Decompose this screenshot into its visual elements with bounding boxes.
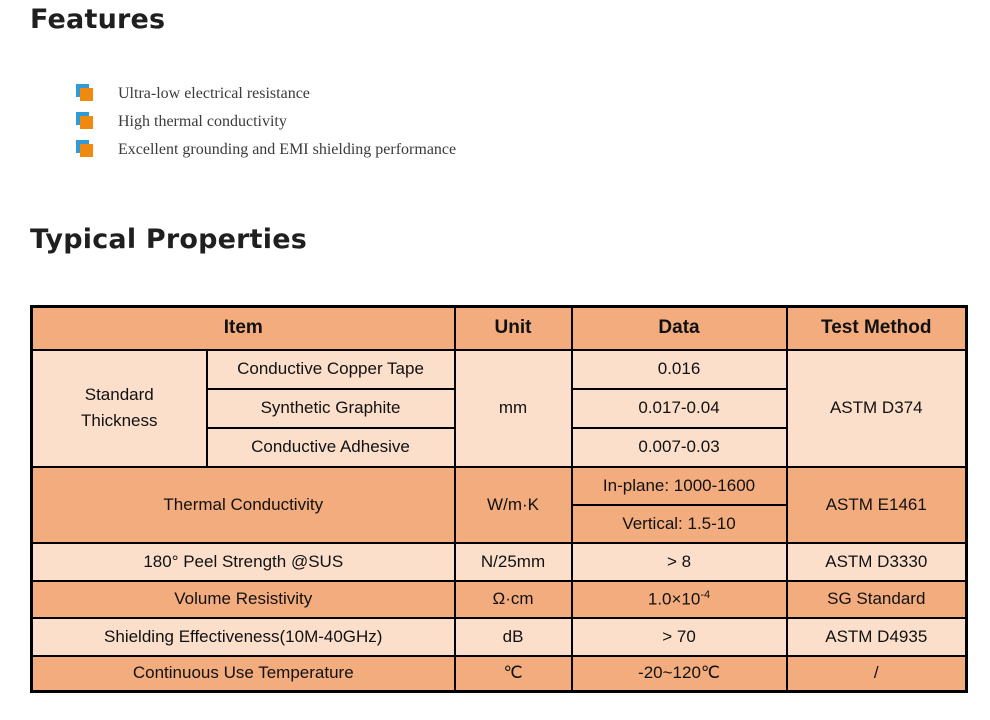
feature-list-item [80, 80, 456, 108]
cell-data: 0.016 [572, 350, 787, 389]
cell-test-method: SG Standard [787, 581, 967, 618]
cell-data: 0.017-0.04 [572, 389, 787, 428]
cell-unit: dB [455, 618, 572, 656]
cell-unit: Ω·cm [455, 581, 572, 618]
cell-data: -20~120℃ [572, 656, 787, 692]
column-header-item: Item [32, 307, 455, 350]
cell-data: > 70 [572, 618, 787, 656]
cell-data: Vertical: 1.5-10 [572, 505, 787, 543]
feature-list-item [80, 136, 456, 164]
column-header-test-method: Test Method [787, 307, 967, 350]
cell-item: 180° Peel Strength @SUS [32, 543, 455, 581]
cell-unit: ℃ [455, 656, 572, 692]
table-row [32, 467, 967, 505]
cell-data [572, 581, 787, 618]
cell-unit: W/m·K [455, 467, 572, 543]
standard-thickness-label: Standard Thickness [80, 384, 158, 430]
cell-test-method: / [787, 656, 967, 692]
feature-list-item [80, 108, 456, 136]
orange-square-bullet-icon [80, 116, 93, 129]
cell-unit: N/25mm [455, 543, 572, 581]
resistivity-exponent: -4 [700, 588, 711, 601]
cell-sub-item: Conductive Adhesive [207, 428, 455, 467]
column-header-data: Data [572, 307, 787, 350]
resistivity-value: 1.0×10 [647, 589, 701, 609]
feature-text: Ultra-low electrical resistance [118, 85, 310, 102]
feature-text: High thermal conductivity [118, 113, 287, 130]
cell-unit: mm [455, 350, 572, 467]
cell-data: In-plane: 1000-1600 [572, 467, 787, 505]
table-header-row [32, 307, 967, 350]
cell-data: > 8 [572, 543, 787, 581]
features-list [80, 80, 456, 164]
cell-item: Volume Resistivity [32, 581, 455, 618]
typical-properties-table [30, 305, 968, 693]
cell-data: 0.007-0.03 [572, 428, 787, 467]
table-row [32, 350, 967, 389]
cell-test-method: ASTM D3330 [787, 543, 967, 581]
cell-thermal-conductivity: Thermal Conductivity [32, 467, 455, 543]
column-header-unit: Unit [455, 307, 572, 350]
cell-test-method: ASTM D374 [787, 350, 967, 467]
features-heading: Features [30, 4, 166, 35]
cell-item: Continuous Use Temperature [32, 656, 455, 692]
cell-test-method: ASTM D4935 [787, 618, 967, 656]
table-row [32, 618, 967, 656]
cell-test-method: ASTM E1461 [787, 467, 967, 543]
table-row [32, 581, 967, 618]
table-row [32, 543, 967, 581]
cell-standard-thickness [32, 350, 207, 467]
typical-properties-heading: Typical Properties [30, 224, 308, 255]
table-row [32, 656, 967, 692]
cell-sub-item: Conductive Copper Tape [207, 350, 455, 389]
cell-sub-item: Synthetic Graphite [207, 389, 455, 428]
feature-text: Excellent grounding and EMI shielding performance [118, 141, 457, 158]
orange-square-bullet-icon [80, 88, 93, 101]
orange-square-bullet-icon [80, 144, 93, 157]
cell-item: Shielding Effectiveness(10M-40GHz) [32, 618, 455, 656]
